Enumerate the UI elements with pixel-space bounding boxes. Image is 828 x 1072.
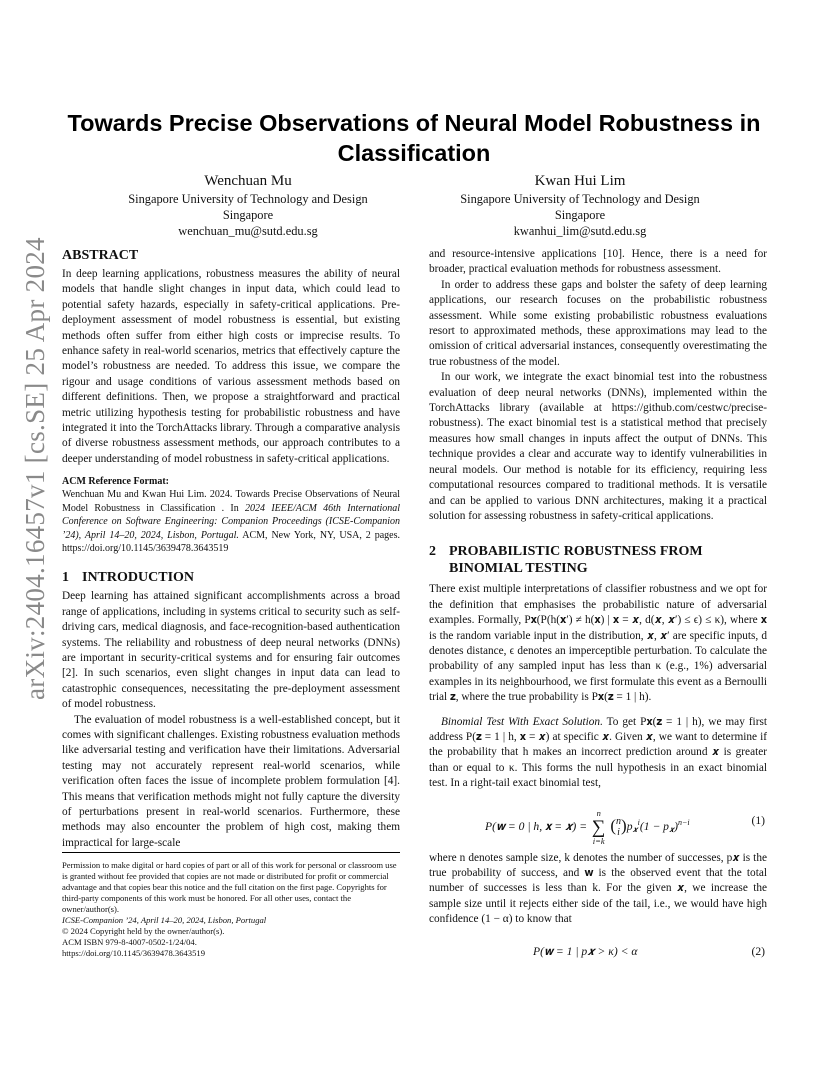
left-column bbox=[62, 247, 400, 851]
footnote-venue: ICSE-Companion ’24, April 14–20, 2024, Lisbon, Portugal bbox=[62, 915, 267, 925]
intro-paragraph: In order to address these gaps and bolster the safety of deep learning applications, our research focuses on the probabilistic robustness assessment. While some existing probabilistic robustness evaluations resort to approximated methods, these approximations may lead to the omission of critical adversarial instances, consequently overestimating the true robustness of the model. bbox=[429, 278, 767, 368]
acm-reference-venue: 2024 IEEE/ACM 46th International Conference on Software Engineering: Companion Proceedings (ICSE-Companion ’24), April 14–20, 2024, Lisbon, Portugal. bbox=[62, 502, 401, 541]
intro-paragraph: Deep learning has attained significant accomplishments across a broad range of applications, including in systems critical to security such as self-driving cars, medical diagnosis, and face-recognition-based authentication systems. The reliability and robustness of deep neural networks (DNNs) are important in security-critical systems and for ensuring fair outcomes [2]. In such scenarios, even slight changes in input data can lead to catastrophic consequences, necessitating the pre-deployment assessment of model robustness. bbox=[62, 590, 400, 711]
author-name: Kwan Hui Lim bbox=[534, 173, 626, 189]
section-title-line-1: PROBABILISTIC ROBUSTNESS FROM bbox=[449, 544, 703, 560]
section-title: INTRODUCTION bbox=[82, 570, 195, 586]
binom-top: n bbox=[616, 816, 622, 828]
footnote-divider bbox=[62, 852, 400, 853]
author-block-1 bbox=[88, 172, 408, 239]
section-2-paragraph: where n denotes sample size, k denotes the number of successes, p𝒙 is the true probability of success, and 𝐰 is the observed event that the total number of successes is less than k. For the given 𝒙, we increase the sample size until it rejects either side of the tail, i.e., we would have high confidence (1 − α) to know that bbox=[429, 851, 767, 926]
equation-lhs: P(𝐰 = 0 | h, 𝐱 = 𝒙) = bbox=[485, 819, 588, 833]
term-exponent: i bbox=[637, 817, 640, 827]
sigma-glyph: ∑ bbox=[591, 816, 606, 838]
abstract-heading: ABSTRACT bbox=[62, 248, 139, 263]
author-block-2 bbox=[420, 172, 740, 239]
paper-title: Towards Precise Observations of Neural Model Robustness in Classification bbox=[67, 110, 761, 166]
equation-2-body: P(𝐰 = 1 | p𝒙 > κ) < α bbox=[533, 944, 638, 958]
author-country: Singapore bbox=[222, 208, 274, 222]
probability-term: p bbox=[626, 819, 633, 833]
binomial-coefficient: ( n i ) bbox=[610, 816, 627, 839]
footnote-isbn: ACM ISBN 979-8-4007-0502-1/24/04. bbox=[62, 937, 197, 947]
acm-reference-heading: ACM Reference Format: bbox=[62, 476, 169, 488]
term-subscript: 𝒙 bbox=[632, 824, 638, 834]
equation-1-body: P(𝐰 = 0 | h, 𝐱 = 𝒙) = n ∑ i=k ( n i )$p_𝒙^i(1 - p_𝒙)^{n-i}$ bbox=[485, 807, 690, 846]
author-affiliation: Singapore University of Technology and Design bbox=[128, 192, 368, 206]
footnote-copyright: © 2024 Copyright held by the owner/author(s). bbox=[62, 926, 225, 936]
acm-reference-text bbox=[62, 488, 400, 555]
complement-term: (1 − p bbox=[639, 819, 669, 833]
section-2-heading bbox=[429, 543, 767, 577]
author-email[interactable]: wenchuan_mu@sutd.edu.sg bbox=[178, 224, 318, 238]
author-affiliation: Singapore University of Technology and Design bbox=[460, 192, 700, 206]
run-in-heading: Binomial Test With Exact Solution. bbox=[441, 715, 603, 728]
author-country: Singapore bbox=[554, 208, 606, 222]
binomial-test-paragraph bbox=[429, 715, 767, 792]
equation-number: (2) bbox=[751, 944, 765, 958]
copyright-footnote bbox=[62, 852, 400, 959]
introduction-heading bbox=[62, 569, 400, 586]
abstract-text: In deep learning applications, robustness measures the ability of neural models that handle slight changes in input data, which could lead to potential safety hazards, especially in safety-critical applications. Pre-deployment assessment of model robustness is essential, but existing methods often suffer from either high costs or imprecise results. To enhance safety in real-world scenarios, metrics that effectively capture the model’s robustness are needed. To address this issue, we compare the rigour and usage conditions of various assessment methods based on different definitions. Then, we propose a straightforward and practical metric utilizing hypothesis testing for probabilistic robustness and have integrated it into the TorchAttacks library. Through a comparative analysis of diverse robustness assessment methods, our approach contributes to a deeper understanding of model robustness in safety-critical applications. bbox=[62, 268, 400, 465]
complement-subscript: 𝒙 bbox=[668, 824, 675, 834]
sum-upper-limit: n bbox=[596, 807, 601, 818]
author-name: Wenchuan Mu bbox=[204, 173, 292, 189]
section-number: 1 bbox=[62, 570, 69, 586]
equation-2 bbox=[429, 940, 767, 966]
intro-paragraph: In our work, we integrate the exact binomial test into the robustness evaluation of deep neural networks (DNNs), implemented within the TorchAttacks library (available at https://github.com/cestwc/precise-robustness). The exact binomial test is a statistical method that precisely measures how small changes in inputs affect the output of DNNs. This technique provides a clear and accurate way to identify vulnerabilities in neural models. Our method is notable for its efficiency, requiring less computational resources compared to traditional methods. It is versatile and can be applied to various DNN architectures, making it a practical solution for assessing robustness in safety-critical applications. bbox=[429, 371, 767, 522]
acm-reference-tail: ACM, New York, NY, USA, 2 pages. https://doi.org/10.1145/3639478.3643519 bbox=[62, 529, 400, 554]
equation-number: (1) bbox=[751, 813, 765, 827]
permission-notice: Permission to make digital or hard copies of part or all of this work for personal or classroom use is granted without fee provided that copies are not made or distributed for profit or commercial advantage and that copies bear this notice and the full citation on the first page. Copyrights for third-party components of this work must be honored. For all other uses, contact the owner/author(s). bbox=[62, 860, 397, 914]
intro-paragraph: The evaluation of model robustness is a well-established concept, but it comes with significant challenges. Existing robustness evaluation methods like adversarial testing and verification have their limitations. Adversarial testing may not accurately represent real-world scenarios, while verification often faces the issue of incomplete problem formulation [4]. This means that verification methods might not fully capture the diversity of perturbations present in real-world scenarios. Furthermore, these methods may also encounter the problem of high cost, making them impractical for large-scale bbox=[62, 713, 400, 849]
acm-reference-lead: Wenchuan Mu and Kwan Hui Lim. 2024. Towards Precise Observations of Neural Model Robustness in Classification . In bbox=[62, 489, 400, 514]
author-email[interactable]: kwanhui_lim@sutd.edu.sg bbox=[513, 224, 647, 238]
equation-1 bbox=[429, 799, 767, 845]
paragraph-body: To get P𝐱(𝐳 = 1 | h), we may first address P(𝐳 = 1 | h, 𝐱 = 𝒙) at specific 𝒙. Given 𝒙, we want to determine if the probability that h makes an incorrect prediction around 𝒙 is greater than or equal to κ. This forms the null hypothesis in an exact binomial test. In a right-tail exact binomial test, bbox=[429, 715, 767, 790]
sum-lower-limit: i=k bbox=[592, 835, 605, 846]
summation-symbol bbox=[592, 809, 606, 846]
complement-exponent: n−i bbox=[678, 817, 690, 827]
intro-continuation: and resource-intensive applications [10]. Hence, there is a need for broader, practical evaluation methods for robustness assessment. bbox=[429, 248, 767, 276]
section-2-paragraph: There exist multiple interpretations of classifier robustness and we opt for the definition that emphasises the probabilistic nature of adversarial examples. Formally, P𝐱(P(h(𝐱′) ≠ h(𝐱) | 𝐱 = 𝒙, d(𝒙, 𝒙′) ≤ ϵ) ≤ κ), where 𝐱 is the random variable input in the distribution, 𝒙, 𝒙′ are specific inputs, d denotes distance, ϵ denotes an imperceptible perturbation. To calculate the probability of any sampled input has less than κ (e.g., 1%) adversarial examples in its neighbourhood, we first formulate this event as a Bernoulli trial 𝐳, where the true probability is P𝐱(𝐳 = 1 | h). bbox=[429, 583, 767, 704]
arxiv-side-stamp: arXiv:2404.16457v1 [cs.SE] 25 Apr 2024 bbox=[20, 237, 50, 700]
binom-bottom: i bbox=[617, 827, 620, 839]
section-title-line-2: BINOMIAL TESTING bbox=[449, 561, 588, 577]
section-number: 2 bbox=[429, 544, 436, 560]
footnote-doi[interactable]: https://doi.org/10.1145/3639478.3643519 bbox=[62, 948, 205, 958]
right-column bbox=[429, 247, 767, 966]
